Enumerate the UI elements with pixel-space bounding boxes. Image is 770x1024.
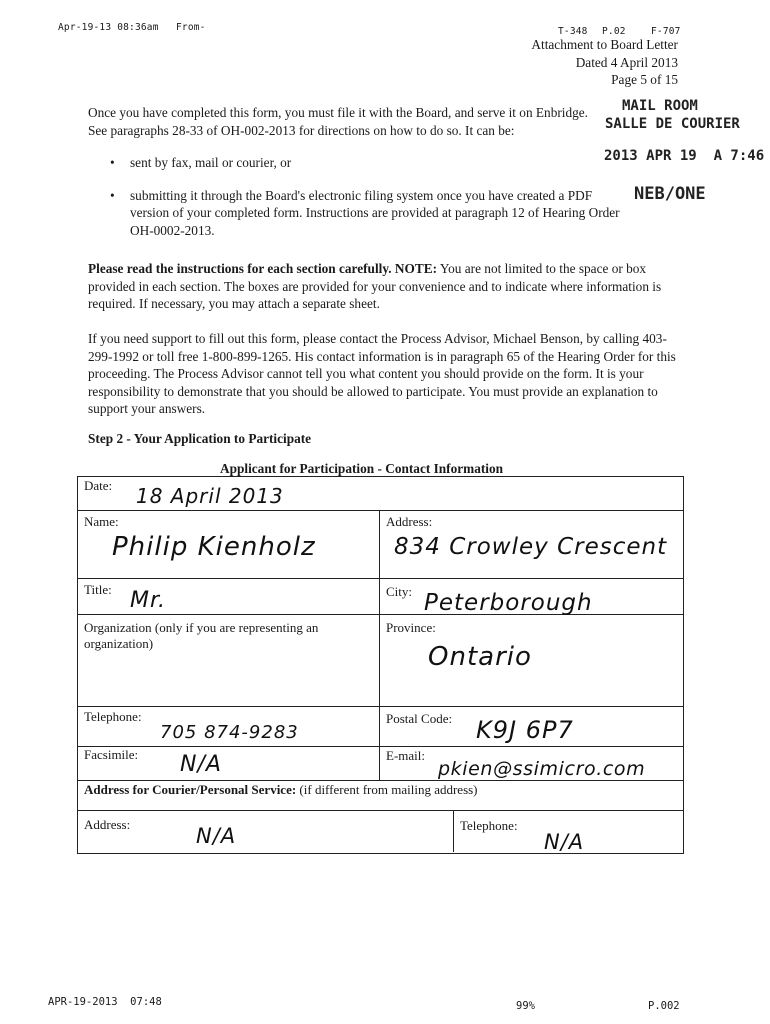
- facsimile-label: Facsimile:: [84, 747, 139, 762]
- fax-footer-page: P.002: [648, 1000, 680, 1012]
- courier-heading-bold: Address for Courier/Personal Service:: [84, 782, 297, 797]
- telephone-label: Telephone:: [84, 709, 142, 724]
- fax-header-datetime: Apr-19-13 08:36am: [58, 22, 159, 33]
- instructions-paragraph: [88, 260, 678, 313]
- province-value[interactable]: Ontario: [428, 642, 532, 672]
- filing-options-list: [90, 154, 640, 239]
- courier-address-label: Address:: [84, 817, 131, 832]
- telephone-value[interactable]: 705 874-9283: [160, 722, 299, 743]
- dated-line: Dated 4 April 2013: [575, 54, 678, 70]
- fax-header-page: P.02: [602, 26, 626, 37]
- courier-address-value[interactable]: N/A: [196, 824, 237, 848]
- stamp-date: 2013 APR 19 A 7:46: [604, 148, 765, 164]
- form-caption: Applicant for Participation - Contact Information: [220, 461, 504, 476]
- name-value[interactable]: Philip Kienholz: [112, 532, 316, 562]
- postal-code-value[interactable]: K9J 6P7: [476, 716, 574, 744]
- address-label: Address:: [386, 514, 433, 529]
- doc-header: [531, 36, 678, 89]
- date-label: Date:: [84, 478, 113, 493]
- facsimile-value[interactable]: N/A: [180, 752, 222, 777]
- fax-header-transmit-id: T-348: [558, 26, 588, 37]
- organization-label: Organization (only if you are representing an organization): [84, 620, 319, 651]
- intro-line-2: See paragraphs 28-33 of OH-002-2013 for directions on how to do so. It can be:: [88, 123, 515, 138]
- stamp-mail-room: MAIL ROOM: [622, 98, 698, 114]
- courier-heading: [84, 782, 478, 798]
- fax-footer-quality: 99%: [516, 1000, 535, 1012]
- fax-header-job: F-707: [651, 26, 681, 37]
- city-label: City:: [386, 584, 413, 599]
- title-value[interactable]: Mr.: [130, 588, 166, 613]
- page-number: Page 5 of 15: [611, 72, 678, 87]
- step-title: Step 2 - Your Application to Participate: [88, 431, 312, 446]
- attachment-line: Attachment to Board Letter: [531, 37, 678, 52]
- intro-line-1: Once you have completed this form, you must file it with the Board, and serve it on Enbridge.: [88, 105, 588, 120]
- name-label: Name:: [84, 514, 119, 529]
- postal-code-label: Postal Code:: [386, 711, 453, 726]
- support-paragraph: If you need support to fill out this form, please contact the Process Advisor, Michael Benson, by calling 403-299-1992 or toll free 1-800-899-1265. His contact information is in paragraph 65 of the Hearing Order for this proceeding. The Process Advisor cannot tell you what content you should provide on the form. It is your responsibility to demonstrate that you should be allowed to participate. You must provide an explanation to support your answers.: [88, 331, 676, 416]
- address-value[interactable]: 834 Crowley Crescent: [394, 534, 668, 560]
- title-label: Title:: [84, 582, 112, 597]
- instructions-bold: Please read the instructions for each section carefully. NOTE:: [88, 261, 438, 276]
- stamp-salle-de-courier: SALLE DE COURIER: [605, 116, 740, 132]
- stamp-org: NEB/ONE: [634, 184, 706, 204]
- fax-footer-datetime: APR-19-2013 07:48: [48, 996, 162, 1008]
- city-value[interactable]: Peterborough: [424, 590, 593, 616]
- courier-telephone-label: Telephone:: [460, 818, 518, 833]
- list-item: • sent by fax, mail or courier, or: [90, 154, 640, 172]
- instructions-text: You are not limited to the space or box provided in each section. The boxes are provided for your convenience and to indicate where information is required. If necessary, you may attach a separate sheet.: [88, 261, 662, 311]
- email-value[interactable]: pkien@ssimicro.com: [438, 758, 646, 780]
- courier-heading-note: (if different from mailing address): [296, 782, 478, 797]
- email-label: E-mail:: [386, 748, 425, 763]
- province-label: Province:: [386, 620, 436, 635]
- list-item: • submitting it through the Board's electronic filing system once you have created a PDF version of your completed form. Instructions are provided at paragraph 12 of Hearing Order OH-0002-2013.: [90, 187, 640, 240]
- fax-header-from: From-: [176, 22, 206, 33]
- courier-telephone-value[interactable]: N/A: [544, 830, 585, 854]
- date-value[interactable]: 18 April 2013: [136, 484, 284, 508]
